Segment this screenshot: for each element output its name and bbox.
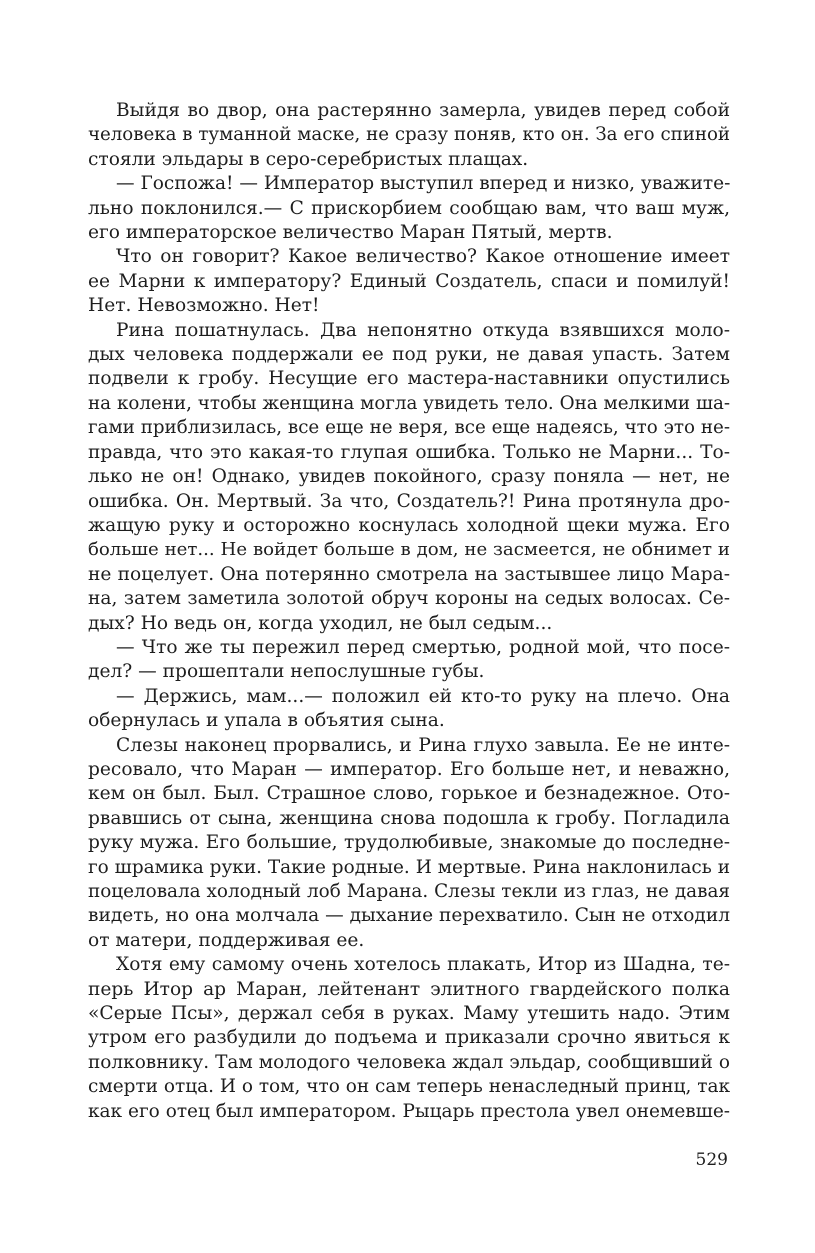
text-line: Что он говорит? Какое величество? Какое отношение имеет xyxy=(116,246,730,268)
text-line: — Госпожа! — Император выступил вперед и низко, уважите- xyxy=(116,173,731,195)
text-line: Рина пошатнулась. Два непонятно откуда взявшихся моло- xyxy=(116,319,730,341)
text-line: руку мужа. Его большие, трудолюбивые, знакомые до последне- xyxy=(88,832,730,854)
page-number: 529 xyxy=(695,1150,728,1170)
text-line: на колени, чтобы женщина могла увидеть тело. Она мелкими ша- xyxy=(88,392,730,414)
text-line: гами приблизилась, все еще не веря, все еще надеясь, что это не- xyxy=(88,417,730,439)
text-line: утром его разбудили до подъема и приказали срочно явиться к xyxy=(88,1027,730,1049)
paragraph xyxy=(88,319,730,636)
text-line: стояли эльдары в серо-серебристых плащах. xyxy=(88,148,529,170)
text-line: подвели к гробу. Несущие его мастера-наставники опустились xyxy=(88,368,730,390)
text-line: дых человека поддержали ее под руки, не давая упасть. Затем xyxy=(88,344,730,366)
text-line: поцеловала холодный лоб Марана. Слезы текли из глаз, не давая xyxy=(88,881,730,902)
text-line: его императорское величество Маран Пятый, мертв. xyxy=(88,222,613,244)
text-line: — Что же ты пережил перед смертью, родной мой, что посе- xyxy=(116,636,730,658)
text-line: «Серые Псы», держал себя в руках. Маму утешить надо. Этим xyxy=(88,1003,730,1025)
paragraph xyxy=(88,99,730,172)
text-line: обернулась и упала в объятия сына. xyxy=(88,710,445,732)
text-line: ее Марни к императору? Единый Создатель, спаси и помилуй! xyxy=(88,270,730,292)
text-line: не поцелует. Она потерянно смотрела на застывшее лицо Мара- xyxy=(88,563,730,585)
text-line: от матери, поддерживая ее. xyxy=(88,929,365,951)
paragraph xyxy=(88,636,730,685)
text-line: человека в туманной маске, не сразу поняв, кто он. За его спиной xyxy=(88,124,730,146)
text-line: го шрамика руки. Такие родные. И мертвые. Рина наклонилась и xyxy=(88,856,730,878)
text-line: как его отец был императором. Рыцарь престола увел онемевше- xyxy=(88,1100,730,1122)
paragraph xyxy=(88,245,730,318)
text-line: Хотя ему самому очень хотелось плакать, Итор из Шадна, те- xyxy=(116,954,730,976)
text-line: ошибка. Он. Мертвый. За что, Создатель?! Рина протянула дро- xyxy=(88,490,730,512)
text-line: дел? — прошептали непослушные губы. xyxy=(88,661,485,683)
text-line: Слезы наконец прорвались, и Рина глухо завыла. Ее не инте- xyxy=(116,734,730,756)
text-line: видеть, но она молчала — дыхание перехватило. Сын не отходил xyxy=(88,905,730,927)
paragraph xyxy=(88,734,730,954)
text-line: полковнику. Там молодого человека ждал эльдар, сообщивший о xyxy=(88,1051,730,1073)
text-line: смерти отца. И о том, что он сам теперь ненаследный принц, так xyxy=(88,1076,730,1098)
text-line: перь Итор ар Маран, лейтенант элитного гвардейского полка xyxy=(88,978,730,1000)
text-line: на, затем заметила золотой обруч короны на седых волосах. Се- xyxy=(88,588,730,610)
text-line: — Держись, мам...— положил ей кто-то руку на плечо. Она xyxy=(116,685,730,707)
paragraph xyxy=(88,172,730,245)
text-line: Нет. Невозможно. Нет! xyxy=(88,295,320,317)
text-line: дых? Но ведь он, когда уходил, не был седым... xyxy=(88,612,553,634)
text-line: рвавшись от сына, женщина снова подошла к гробу. Погладила xyxy=(88,807,730,829)
paragraph xyxy=(88,685,730,734)
text-line: правда, что это какая-то глупая ошибка. Только не Марни... То- xyxy=(88,441,730,463)
paragraph xyxy=(88,953,730,1124)
text-line: лько не он! Однако, увидев покойного, сразу поняла — нет, не xyxy=(88,466,730,488)
text-line: льно поклонился.— С прискорбием сообщаю вам, что ваш муж, xyxy=(88,197,730,219)
text-line: больше нет... Не войдет больше в дом, не засмеется, не обнимет и xyxy=(88,539,730,561)
text-line: Выйдя во двор, она растерянно замерла, увидев перед собой xyxy=(116,100,730,121)
text-line: жащую руку и осторожно коснулась холодной щеки мужа. Его xyxy=(88,514,730,536)
text-line: ресовало, что Маран — император. Его больше нет, и неважно, xyxy=(88,758,730,780)
body-text xyxy=(88,99,730,1124)
text-line: кем он был. Был. Страшное слово, горькое и безнадежное. Ото- xyxy=(88,783,730,805)
